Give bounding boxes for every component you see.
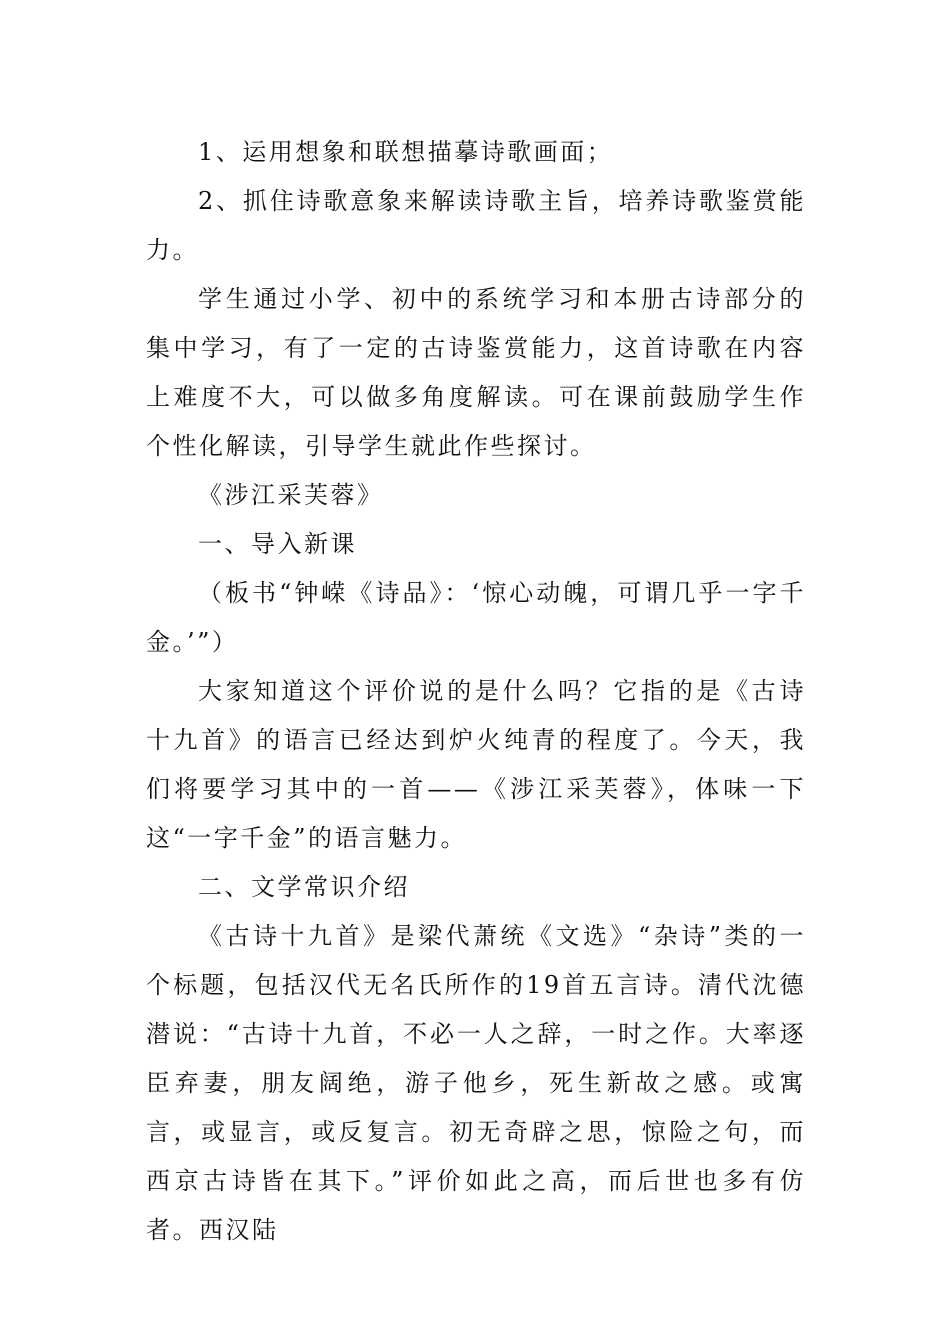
section-heading-introduction: 一、导入新课 (198, 530, 357, 558)
section-heading-literary-knowledge: 二、文学常识介绍 (198, 873, 410, 901)
objective-item-2: 2、抓住诗歌意象来解读诗歌主旨，培养诗歌鉴赏能力。 (146, 187, 806, 264)
document-body (146, 128, 806, 1255)
lesson-title: 《涉江采芙蓉》 (198, 481, 384, 509)
board-writing-paragraph: （板书“钟嵘《诗品》：‘惊心动魄，可谓几乎一字千金。’”） (146, 579, 806, 656)
objective-item-1: 1、运用想象和联想描摹诗歌画面； (198, 138, 614, 166)
literary-knowledge-paragraph: 《古诗十九首》是梁代萧统《文选》“杂诗”类的一个标题，包括汉代无名氏所作的19首五言诗。清代沈德潜说：“古诗十九首，不必一人之辞，一时之作。大率逐臣弃妻，朋友阔绝，游子他乡，死生新故之感。或寓言，或显言，或反复言。初无奇辟之思，惊险之句，而西京古诗皆在其下。”评价如此之高，而后世也多有仿者。西汉陆 (146, 922, 806, 1244)
learner-analysis-paragraph: 学生通过小学、初中的系统学习和本册古诗部分的集中学习，有了一定的古诗鉴赏能力，这首诗歌在内容上难度不大，可以做多角度解读。可在课前鼓励学生作个性化解读，引导学生就此作些探讨。 (146, 285, 806, 460)
introduction-paragraph: 大家知道这个评价说的是什么吗？它指的是《古诗十九首》的语言已经达到炉火纯青的程度了。今天，我们将要学习其中的一首——《涉江采芙蓉》，体味一下这“一字千金”的语言魅力。 (146, 677, 806, 852)
